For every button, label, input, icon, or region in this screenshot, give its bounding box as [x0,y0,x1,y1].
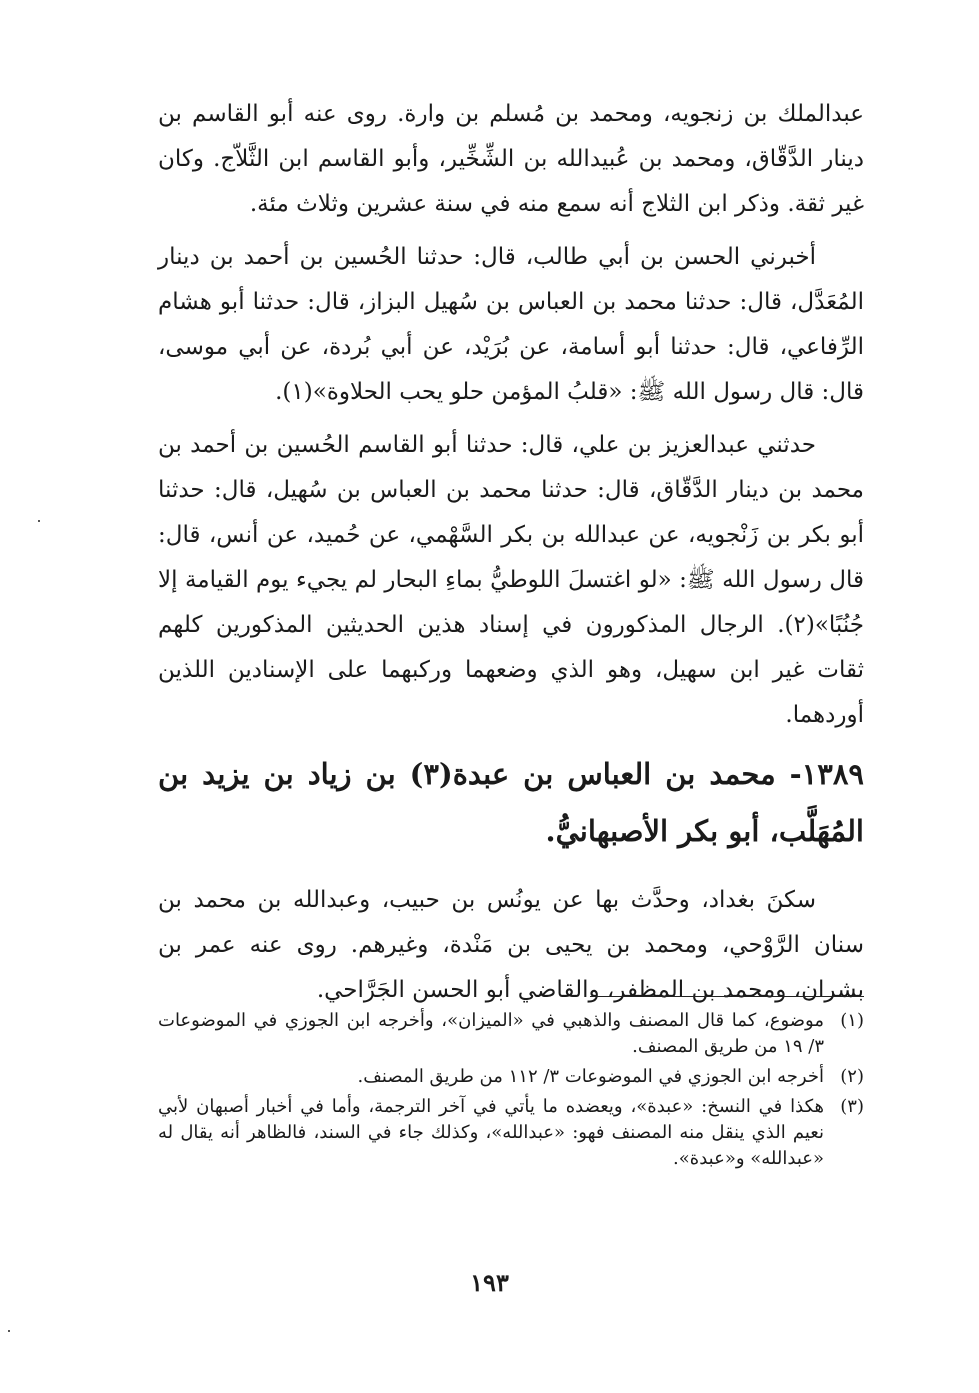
entry-paragraph: سكنَ بغداد، وحدَّث بها عن يونُس بن حبيب، وعبدالله بن محمد بن سنان الرَّوْحي، ومحمد بن يحيى بن مَنْدة، وغيرهم. روى عنه عمر بن بشران، ومحمد بن المظفر، والقاضي أبو الحسن الجَرَّاحي. [158,887,864,1003]
paragraph-hadith-1: أخبرني الحسن بن أبي طالب، قال: حدثنا الحُسين بن أحمد بن دينار المُعَدَّل، قال: حدثنا محمد بن العباس بن سُهيل البزاز، قال: حدثنا أبو هشام الرِّفاعي، قال: حدثنا أبو أسامة، عن بُرَيْد، عن أبي بُردة، عن أبي موسى، قال: قال رسول الله ﷺ: «قلبُ المؤمن حلو يحب الحلاوة»(١). [158,244,864,405]
footnote-text: هكذا في النسخ: «عبدة»، ويعضده ما يأتي في آخر الترجمة، وأما في أخبار أصبهان لأبي نعيم الذي ينقل منه المصنف فهو: «عبدالله»، وكذلك جاء في السند، فالظاهر أنه يقال له «عبدالله» و«عبدة». [158,1096,824,1169]
paragraph-continuation: عبدالملك بن زنجويه، ومحمد بن مُسلم بن وارة. روى عنه أبو القاسم بن دينار الدَّقّاق، ومحمد بن عُبيدالله بن الشِّخِّير، وأبو القاسم ابن الثَّلاّج. وكان غير ثقة. وذكر ابن الثلاج أنه سمع منه في سنة عشرين وثلاث مئة. [158,101,864,217]
footnote-number: (٢) [840,1066,864,1087]
footnote-3 [158,1094,864,1172]
paragraph-hadith-2: حدثني عبدالعزيز بن علي، قال: حدثنا أبو القاسم الحُسين بن أحمد بن محمد بن دينار الدَّقّاق، قال: حدثنا محمد بن العباس بن سُهيل، قال: حدثنا أبو بكر بن زَنْجويه، عن عبدالله بن بكر السَّهْمي، عن حُميد، عن أنس، قال: قال رسول الله ﷺ: «لو اغتسلَ اللوطيُّ بماءِ البحار لم يجيء يوم القيامة إلا جُنُبًا»(٢). الرجال المذكورون في إسناد هذين الحديثين المذكورين كلهم ثقات غير ابن سهيل، وهو الذي وضعهما وركبهما على الإسنادين اللذين أوردهما. [158,432,864,728]
footnote-divider [590,996,864,997]
footnote-number: (١) [840,1010,864,1031]
entry-heading: ١٣٨٩- محمد بن العباس بن عبدة(٣) بن زياد بن يزيد بن المُهَلَّب، أبو بكر الأصبهانيُّ. [158,757,864,848]
footnote-1 [158,1008,864,1060]
page-number: ١٩٣ [470,1268,509,1297]
footnotes [158,1008,864,1176]
scan-speck [38,520,40,522]
scan-speck [8,1330,10,1332]
footnote-text: أخرجه ابن الجوزي في الموضوعات ٣/ ١١٢ من طريق المصنف. [357,1066,824,1087]
footnote-text: موضوع، كما قال المصنف والذهبي في «الميزان»، وأخرجه ابن الجوزي في الموضوعات ٣/ ١٩ من طريق المصنف. [158,1010,824,1057]
footnote-number: (٣) [840,1096,864,1117]
footnote-2 [158,1064,864,1090]
main-text [158,92,864,1021]
